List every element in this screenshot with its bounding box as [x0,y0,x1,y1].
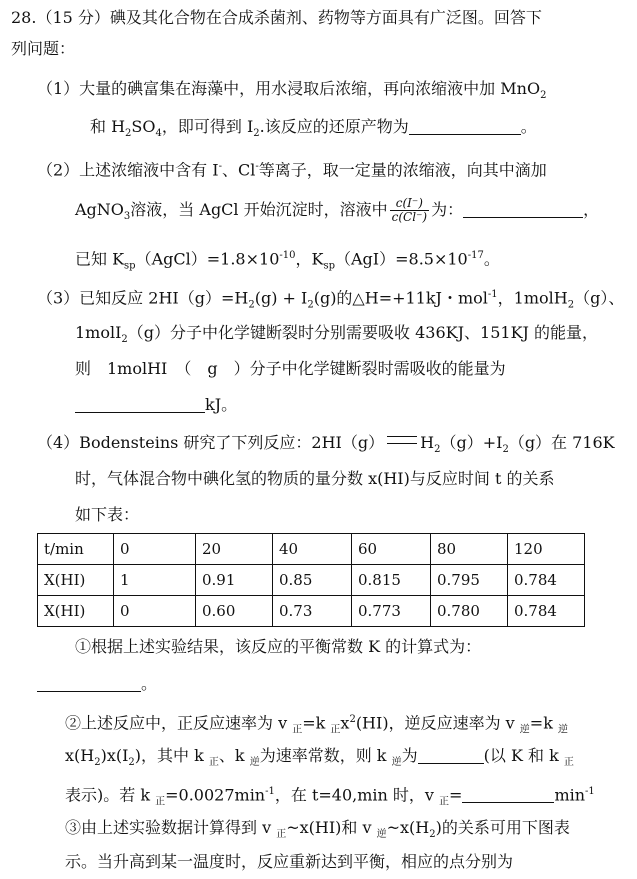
table-cell: 120 [508,534,585,565]
table-cell: 0.773 [352,596,431,627]
part2-line1: （2）上述浓缩液中含有 I-、Cl-等离子，取一定量的浓缩液，向其中滴加 [37,160,547,180]
answer-blank-reduction-product[interactable] [409,120,521,135]
table-cell: 0.784 [508,596,585,627]
part2-line2: AgNO$_3$溶液，当 AgCl 开始沉淀时，溶液中 $\frac{c(I^-)}{c(Cl^-)}$ 为： ， [75,196,600,224]
sub2-line2: $x(H_2)x(I_2)$，其中 k $_正$、k $_逆$为速率常数，则 k $_逆$为 (以 K 和 k $_正$ [65,746,574,769]
sub2-line1: ②上述反应中，正反应速率为 v $_正$=k $_正x^2(HI)$，逆反应速率为 v $_逆$=k $_逆$ [65,713,568,736]
equilibrium-arrow-icon [387,436,417,444]
sub3-line2: 示。当升高到某一温度时，反应重新达到平衡，相应的点分别为 [65,852,514,871]
table-row [38,565,585,596]
table-cell: 20 [196,534,273,565]
part4-line2: 时，气体混合物中碘化氢的物质的量分数 x(HI)与反应时间 t 的关系 [75,469,555,488]
table-cell: 0.73 [273,596,352,627]
part1-line1: （1）大量的碘富集在海藻中，用水浸取后浓缩，再向浓缩液中加 MnO$_2$ [37,79,547,102]
answer-blank-k-reverse[interactable] [418,749,484,764]
sub1-line1: ①根据上述实验结果，该反应的平衡常数 K 的计算式为： [75,637,482,656]
answer-blank-concentration-ratio[interactable] [463,203,583,218]
part4-line1: （4）Bodensteins 研究了下列反应：2HI（g） $H_2(g)+I_2(g)$在 716K [37,433,615,456]
part3-line3: 则 1molHI （ g ）分子中化学键断裂时需吸收的能量为 [75,359,506,378]
sub2-line3: 表示)。若 k $_正=0.0027\min^{-1}$，在 t=40,min 时，v $_正= \min^{-1}$ [65,785,595,808]
table-cell: X(HI) [38,596,114,627]
table-cell: 1 [114,565,196,596]
table-row [38,534,585,565]
answer-blank-forward-rate[interactable] [462,788,554,803]
table-cell: 60 [352,534,431,565]
table-cell: 80 [431,534,508,565]
table-cell: 0.815 [352,565,431,596]
part3-line2: 1molI$_2$（g）分子中化学键断裂时分别需要吸收 436KJ、151KJ 的能量， [75,323,599,346]
answer-blank-k-expression[interactable] [37,677,141,692]
part2-line3: 已知 $K_{sp}(AgCl)=1.8\times 10^{-10}$，$K_{sp}(AgI)=8.5\times 10^{-17}$。 [75,249,500,272]
answer-blank-hi-bond-energy[interactable] [75,398,205,413]
table-cell: 0.780 [431,596,508,627]
table-cell: 0 [114,596,196,627]
table-cell: 0.91 [196,565,273,596]
sub1-line2: 。 [37,674,157,694]
part4-line3: 如下表： [75,505,140,524]
table-cell: 0.85 [273,565,352,596]
part3-line1: （3）已知反应 $2HI(g)=H_2(g) + I_2(g)$的△H=+11kJ・mol$^{-1}$，1molH$_2$（g）、 [37,288,625,311]
concentration-ratio-fraction: $\frac{c(I^-)}{c(Cl^-)}$ [391,196,428,224]
data-table [37,533,585,627]
part3-line4: kJ。 [75,395,237,415]
table-row [38,596,585,627]
question-header: 28.（15 分）碘及其化合物在合成杀菌剂、药物等方面具有广泛图。回答下 [11,8,542,27]
table-cell: 0.784 [508,565,585,596]
table-cell: 0.60 [196,596,273,627]
table-cell: 0 [114,534,196,565]
part1-line2: 和 $H_2SO_4$，即可得到 $I_2$.该反应的还原产物为 。 [90,117,537,140]
question-header-cont: 列问题： [11,39,76,58]
table-cell: 0.795 [431,565,508,596]
table-cell: X(HI) [38,565,114,596]
table-cell: t/min [38,534,114,565]
table-cell: 40 [273,534,352,565]
sub3-line1: ③由上述实验数据计算得到 v $_正$~x(HI)和 v $_逆\sim x(H_2)$的关系可用下图表 [65,818,570,841]
